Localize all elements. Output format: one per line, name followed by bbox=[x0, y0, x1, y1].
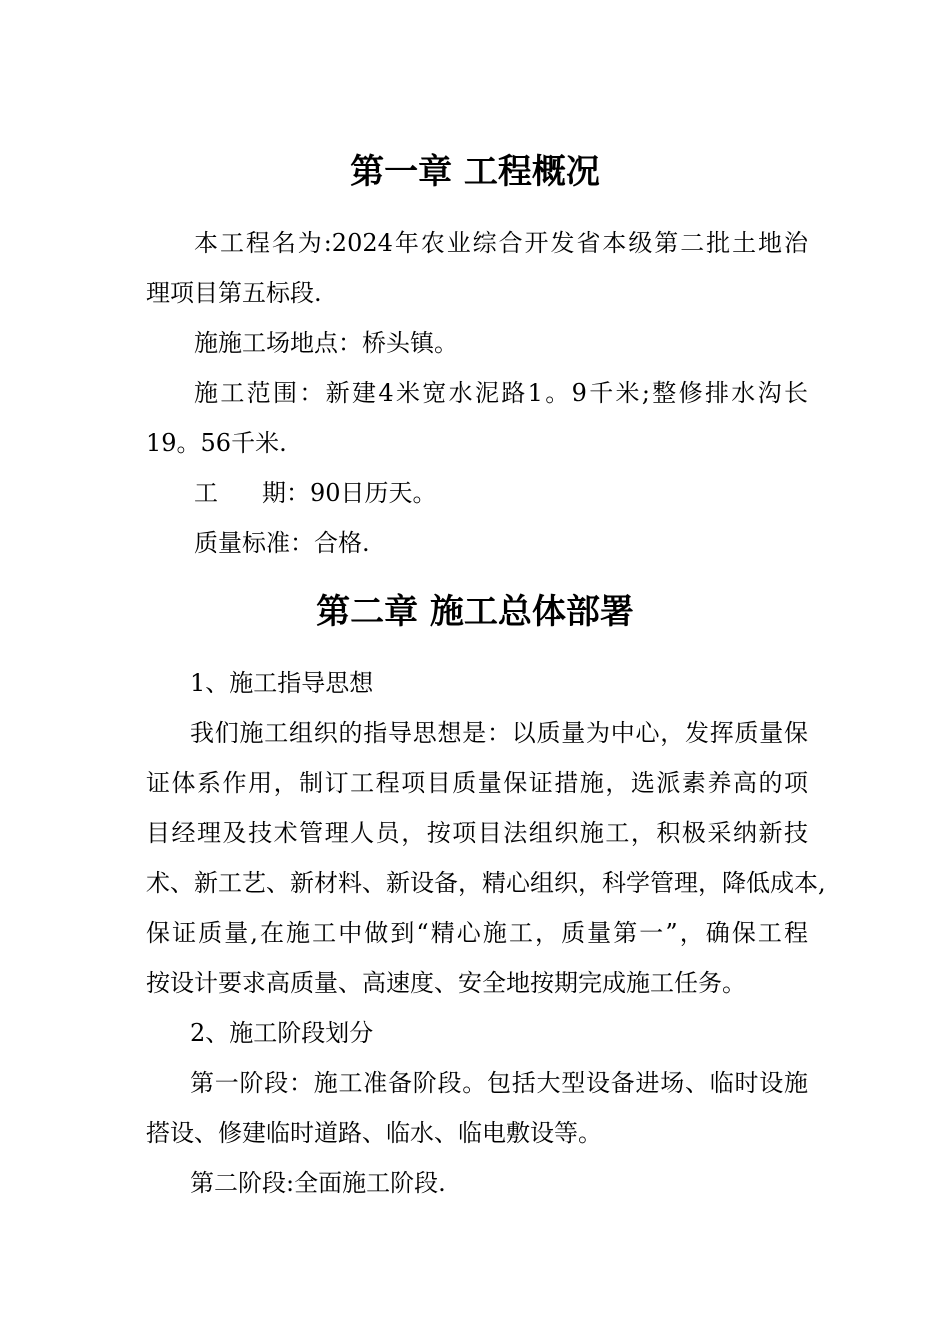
period-label-rest: 期：90日历天。 bbox=[262, 479, 437, 507]
chapter-1-title: 第一章 工程概况 bbox=[350, 152, 600, 192]
construction-scope-line-1: 施工范围：新建4米宽水泥路1。9千米;整修排水沟长 bbox=[194, 379, 808, 407]
guiding-thought-line-3: 目经理及技术管理人员，按项目法组织施工，积极采纳新技 bbox=[146, 819, 808, 847]
project-name-line-1: 本工程名为:2024年农业综合开发省本级第二批土地治 bbox=[194, 229, 808, 257]
guiding-thought-line-1: 我们施工组织的指导思想是：以质量为中心，发挥质量保 bbox=[190, 719, 808, 747]
project-name-line-2: 理项目第五标段. bbox=[146, 279, 322, 307]
guiding-thought-line-6: 按设计要求高质量、高速度、安全地按期完成施工任务。 bbox=[146, 969, 746, 997]
guiding-thought-line-4: 术、新工艺、新材料、新设备，精心组织，科学管理，降低成本, bbox=[146, 869, 826, 897]
construction-site: 施施工场地点：桥头镇。 bbox=[194, 329, 458, 357]
guiding-thought-line-2: 证体系作用，制订工程项目质量保证措施，选派素养高的项 bbox=[146, 769, 808, 797]
construction-scope-line-2: 19。56千米. bbox=[146, 429, 287, 457]
stage-1-line-1: 第一阶段：施工准备阶段。包括大型设备进场、临时设施 bbox=[190, 1069, 808, 1097]
stage-2-line: 第二阶段:全面施工阶段. bbox=[190, 1169, 446, 1197]
chapter-2-title: 第二章 施工总体部署 bbox=[316, 592, 634, 632]
section-1-title: 1、施工指导思想 bbox=[190, 669, 374, 697]
construction-period bbox=[194, 478, 437, 508]
stage-1-line-2: 搭设、修建临时道路、临水、临电敷设等。 bbox=[146, 1119, 602, 1147]
section-2-title: 2、施工阶段划分 bbox=[190, 1019, 374, 1047]
quality-standard: 质量标准：合格. bbox=[194, 529, 370, 557]
guiding-thought-line-5: 保证质量,在施工中做到“精心施工，质量第一”，确保工程 bbox=[146, 919, 808, 947]
period-label-first: 工 bbox=[194, 479, 218, 507]
